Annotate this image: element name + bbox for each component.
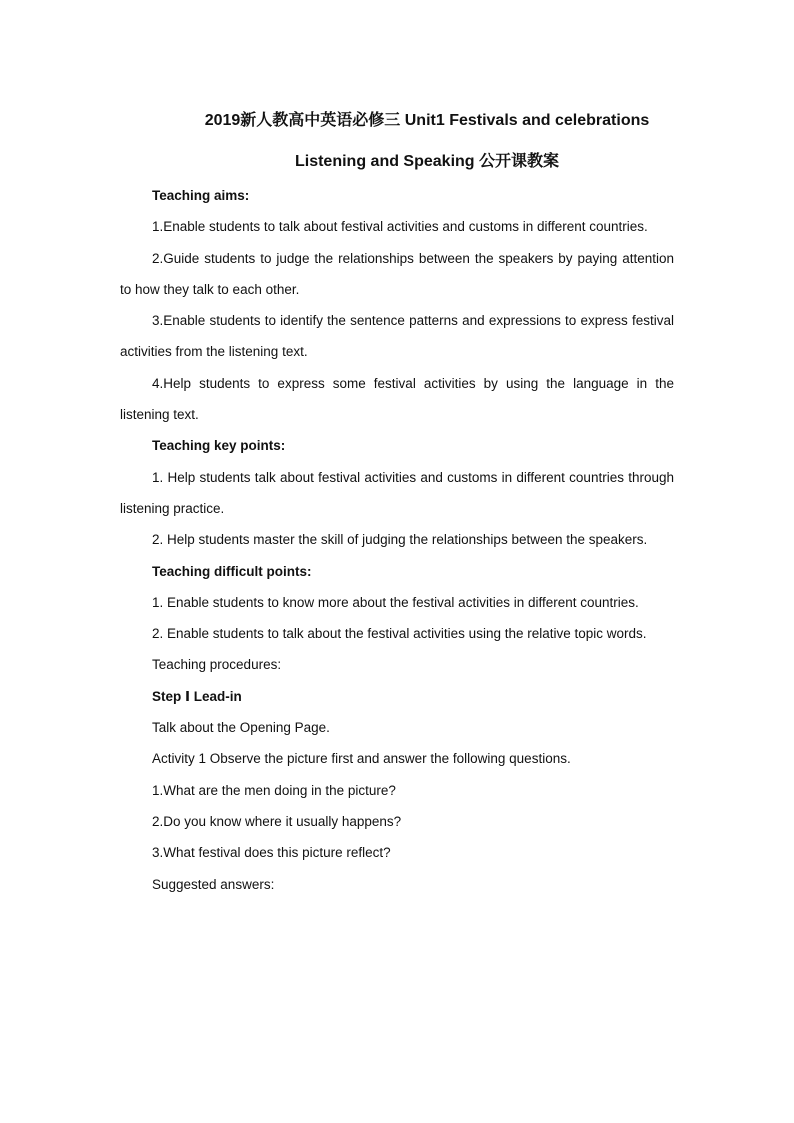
question-3: 3.What festival does this picture reflect?	[152, 845, 391, 861]
difficult-point-1: 1. Enable students to know more about the festival activities in different countries.	[152, 594, 639, 610]
question-2: 2.Do you know where it usually happens?	[152, 813, 402, 829]
teaching-difficult-points-heading: Teaching difficult points:	[152, 563, 312, 579]
document-title-line-1: 2019新人教高中英语必修三 Unit1 Festivals and celebrations	[204, 112, 650, 129]
teaching-key-points-heading: Teaching key points:	[152, 438, 286, 454]
teaching-aim-1: 1.Enable students to talk about festival activities and customs in different countries.	[152, 219, 648, 235]
step-1-intro: Talk about the Opening Page.	[152, 720, 330, 736]
key-point-1: 1. Help students talk about festival activities and customs in different countries through listening practice.	[120, 469, 674, 516]
document-body	[120, 180, 674, 900]
step-1-heading: Step Ⅰ Lead-in	[152, 688, 242, 704]
teaching-aim-3: 3.Enable students to identify the sentence patterns and expressions to express festival activities from the listening text.	[120, 313, 674, 360]
difficult-point-2: 2. Enable students to talk about the festival activities using the relative topic words.	[152, 626, 647, 642]
teaching-aims-heading: Teaching aims:	[152, 188, 250, 203]
key-point-2: 2. Help students master the skill of judging the relationships between the speakers.	[152, 532, 648, 548]
question-1: 1.What are the men doing in the picture?	[152, 782, 396, 798]
suggested-answers-label: Suggested answers:	[152, 876, 275, 892]
teaching-procedures-heading: Teaching procedures:	[152, 657, 282, 673]
document-title-line-2: Listening and Speaking 公开课教案	[294, 153, 560, 170]
activity-1-instructions: Activity 1 Observe the picture first and answer the following questions.	[152, 751, 571, 767]
teaching-aim-4: 4.Help students to express some festival activities by using the language in the listening text.	[120, 375, 674, 423]
teaching-aim-2: 2.Guide students to judge the relationships between the speakers by paying attention to how they talk to each other.	[120, 250, 674, 297]
